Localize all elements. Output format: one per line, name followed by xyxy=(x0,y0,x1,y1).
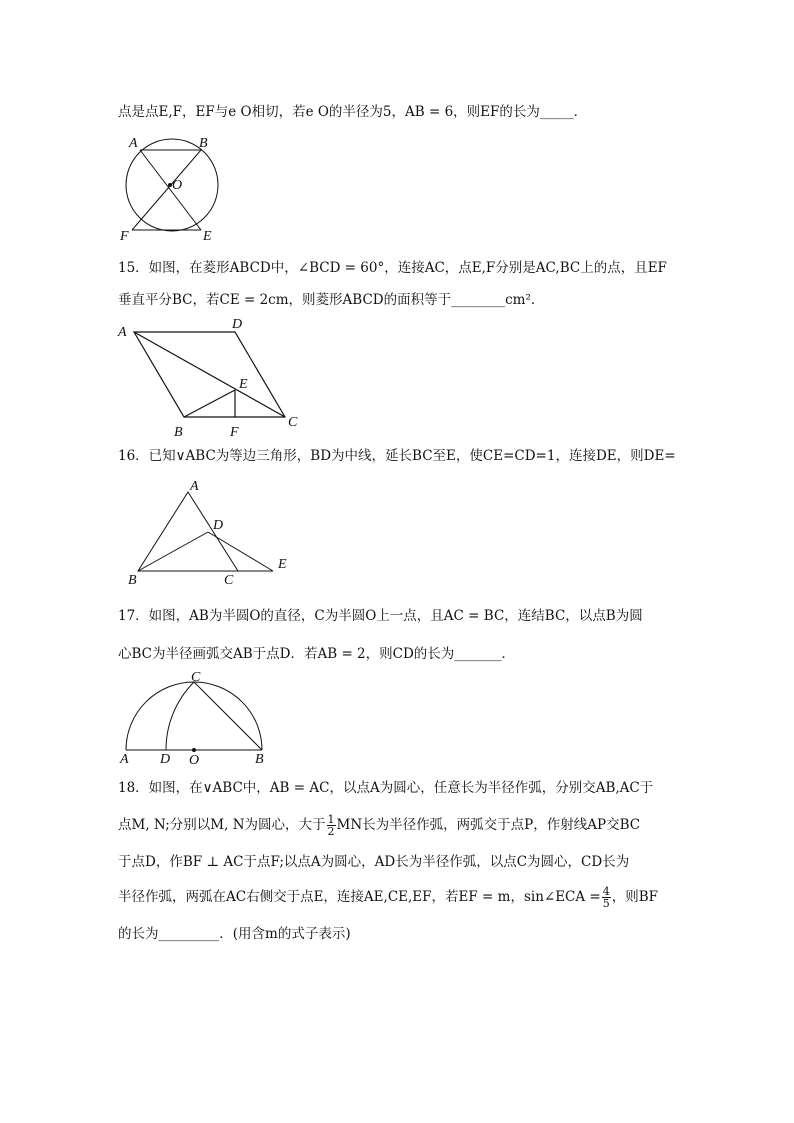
label-e: E xyxy=(278,557,287,572)
label-f: F xyxy=(120,229,129,244)
figure-15-rhombus xyxy=(112,312,312,442)
label-a: A xyxy=(190,479,199,494)
q18-line2-part1: 点M, N;分别以M, N为圆心，大于 xyxy=(118,817,326,833)
fraction-denominator: 5 xyxy=(602,897,610,910)
q18-text-line-1: 18．如图，在∨ABC中，AB = AC，以点A为圆心，任意长为半径作弧，分别交AB,AC于 xyxy=(118,780,654,796)
median-bd xyxy=(138,532,208,571)
q18-line4-part2: ，则BF xyxy=(611,889,659,905)
fraction-numerator: 1 xyxy=(327,813,335,826)
label-c: C xyxy=(224,573,234,588)
label-e: E xyxy=(203,229,212,244)
q14-text-line: 点是点E,F，EF与e O相切，若e O的半径为5，AB = 6，则EF的长为_____． xyxy=(118,104,588,120)
q18-text-line-2 xyxy=(118,814,640,837)
label-b: B xyxy=(199,136,208,151)
label-e: E xyxy=(239,377,248,392)
label-c: C xyxy=(191,670,201,685)
fraction-denominator: 2 xyxy=(327,825,335,838)
segment-de xyxy=(208,532,273,571)
q18-line4-part1: 半径作弧，两弧在AC右侧交于点E，连接AE,CE,EF，若EF = m，sin∠ECA = xyxy=(118,889,601,905)
label-d: D xyxy=(213,518,224,533)
arc-cd xyxy=(166,682,194,750)
label-f: F xyxy=(230,425,239,440)
diagonal-ac xyxy=(134,332,285,417)
q15-text-line-1: 15．如图，在菱形ABCD中，∠BCD = 60°，连接AC，点E,F分别是AC,BC上的点，且EF xyxy=(118,260,667,276)
semicircle-arc xyxy=(126,682,262,750)
q16-text-line-1: 16．已知∨ABC为等边三角形，BD为中线，延长BC至E，使CE=CD=1，连接DE，则DE= xyxy=(118,448,676,464)
segment-ae xyxy=(140,150,201,230)
segment-bc xyxy=(194,682,262,750)
figure-14-circle xyxy=(112,132,222,244)
q18-text-line-3: 于点D，作BF ⊥ AC于点F;以点A为圆心，AD长为半径作弧，以点C为圆心，CD长为 xyxy=(118,854,630,870)
figure-16-triangle xyxy=(120,476,300,588)
label-a: A xyxy=(129,136,138,151)
label-o: O xyxy=(189,753,200,766)
label-c: C xyxy=(288,415,298,430)
q17-text-line-1: 17．如图，AB为半圆O的直径，C为半圆O上一点，且AC = BC，连结BC，以点B为圆 xyxy=(118,608,643,624)
fraction-four-fifths xyxy=(602,886,611,909)
label-d: D xyxy=(232,317,243,332)
figure-17-semicircle xyxy=(112,668,278,766)
q17-text-line-2: 心BC为半径画弧交AB于点D．若AB = 2，则CD的长为_______． xyxy=(118,646,516,662)
label-b: B xyxy=(128,573,137,588)
q15-text-line-2: 垂直平分BC，若CE = 2cm，则菱形ABCD的面积等于________cm²． xyxy=(118,292,545,308)
label-a: A xyxy=(118,325,127,340)
q18-line2-part2: MN长为半径作弧，两弧交于点P，作射线AP交BC xyxy=(336,817,641,833)
label-b: B xyxy=(174,425,183,440)
fraction-one-half xyxy=(327,814,336,837)
label-d: D xyxy=(160,752,171,766)
label-b: B xyxy=(255,752,264,766)
segment-bf xyxy=(132,150,201,230)
label-o: O xyxy=(172,178,183,193)
segment-be xyxy=(184,390,235,417)
center-dot xyxy=(192,748,196,752)
q18-text-line-4 xyxy=(118,886,658,909)
q18-text-line-5: 的长为_________．(用含m的式子表示) xyxy=(118,926,351,942)
label-a: A xyxy=(120,752,129,766)
fraction-numerator: 4 xyxy=(602,885,610,898)
